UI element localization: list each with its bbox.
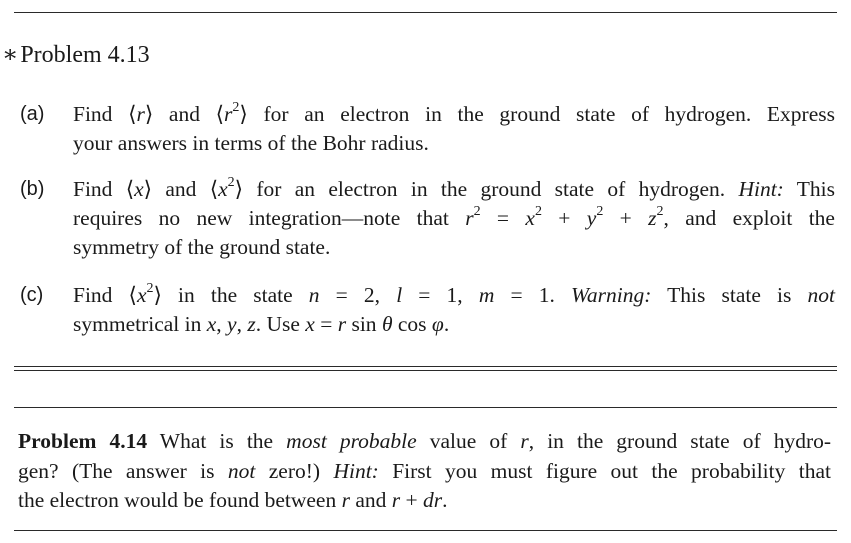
part-a	[20, 100, 835, 158]
top-rule	[14, 12, 837, 13]
part-b-line-1: Find ⟨x⟩ and $⟨x^2⟩$ for an electron in the ground state of hydrogen. Hint: This	[73, 174, 835, 201]
part-b-tag: (b)	[20, 178, 45, 200]
problem-414-top-rule	[14, 407, 837, 408]
problem-414-title: Problem 4.14	[18, 429, 148, 453]
problem-413-bottom-rule-2	[14, 370, 837, 371]
part-b-line-2: requires no new integration—note that $r^2 = x^2 + y^2 + z^2$, and exploit the	[73, 203, 835, 230]
problem-413-title: Problem 4.13	[20, 42, 150, 68]
part-c-line-1: Find $⟨x^2⟩$ in the state n = 2, l = 1, m = 1. Warning: This state is not	[73, 280, 835, 307]
starred-problem-marker: ∗	[2, 42, 19, 68]
problem-414	[18, 427, 831, 516]
problem-413-heading	[2, 40, 150, 69]
part-c-tag: (c)	[20, 284, 44, 306]
part-b	[20, 175, 835, 262]
problem-414-line-3: the electron would be found between r and r + dr.	[18, 488, 448, 512]
problem-414-bottom-rule	[14, 530, 837, 531]
problem-413-bottom-rule-1	[14, 366, 837, 367]
part-a-tag: (a)	[20, 103, 45, 125]
part-c-line-2: symmetrical in x, y, z. Use x = r sin θ cos φ.	[73, 312, 450, 336]
part-c	[20, 281, 835, 339]
problem-414-line-2: gen? (The answer is not zero!) Hint: First you must figure out the probability that	[18, 458, 831, 483]
part-a-line-1: Find ⟨r⟩ and $⟨r^2⟩$ for an electron in the ground state of hydrogen. Express	[73, 99, 835, 126]
part-a-line-2: your answers in terms of the Bohr radius.	[73, 131, 429, 155]
part-b-line-3: symmetry of the ground state.	[73, 235, 331, 259]
problem-414-line-1: Problem 4.14 What is the most probable value of r, in the ground state of hydro-	[18, 429, 832, 453]
